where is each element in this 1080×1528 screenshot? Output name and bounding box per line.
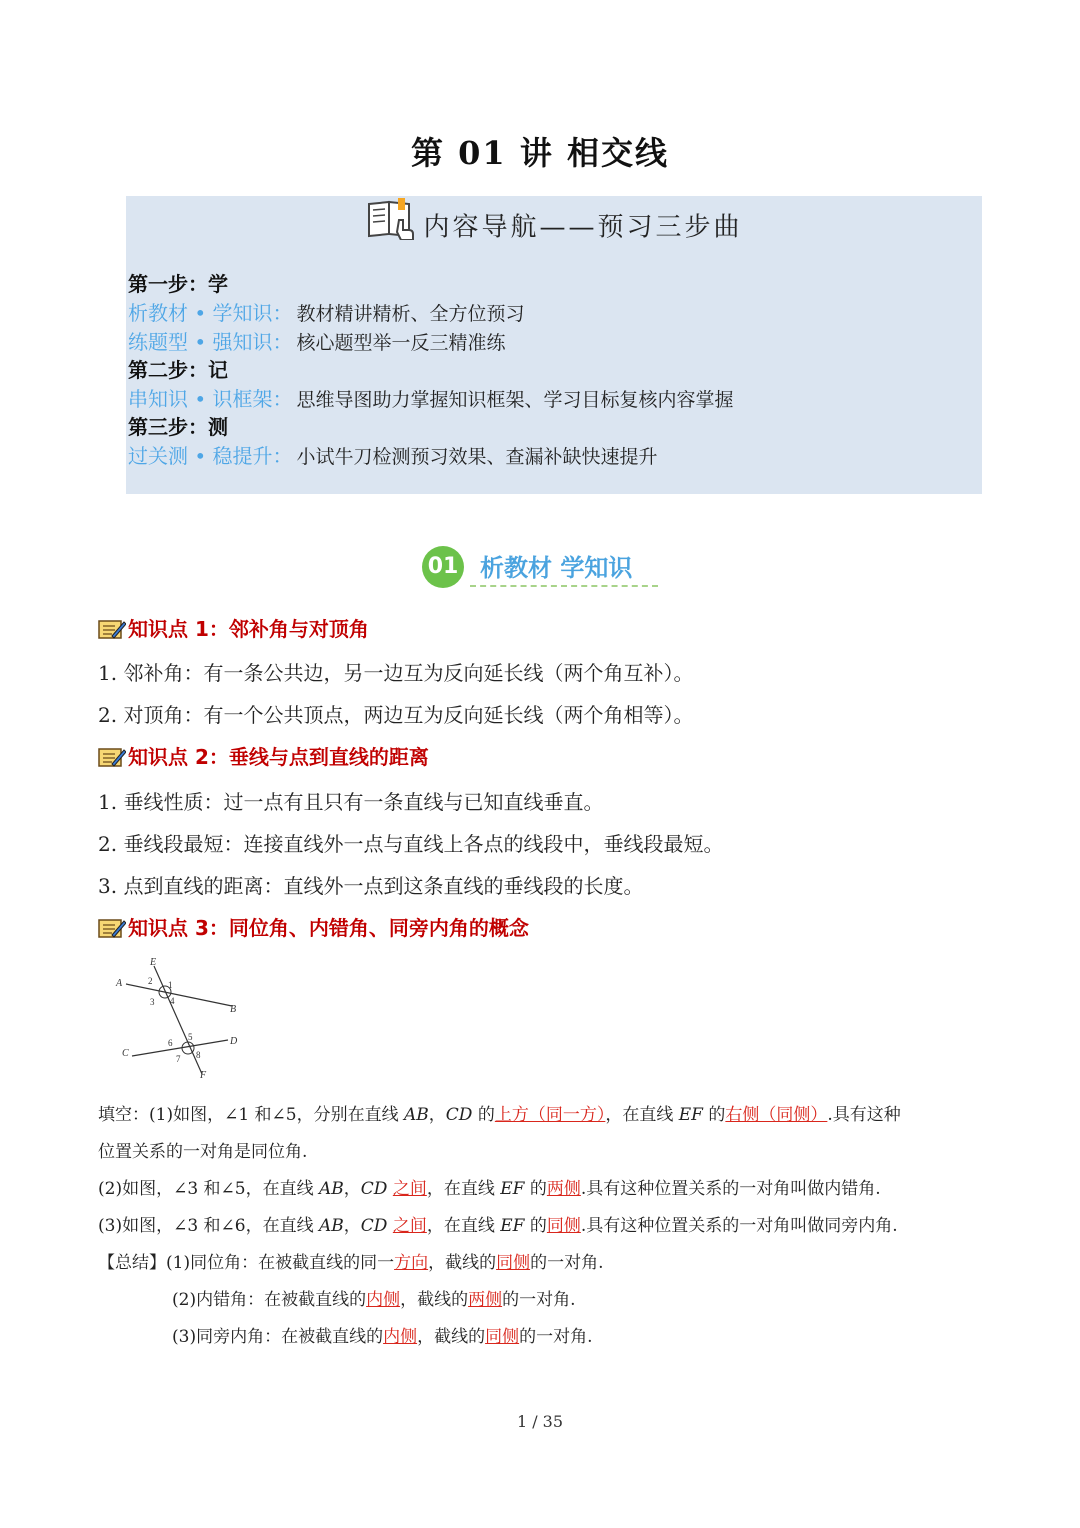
section-underline <box>470 585 658 587</box>
fill-line-1 <box>98 1100 901 1125</box>
kp1-paragraph-2: 2. 对顶角：有一个公共顶点，两边互为反向延长线（两个角相等）。 <box>98 703 694 727</box>
notebook-pencil-icon <box>98 746 126 773</box>
line-name: CD <box>360 1216 388 1236</box>
text: 【总结】(1)同位角：在被截直线的同一 <box>98 1253 395 1273</box>
notebook-pencil-icon <box>98 618 126 645</box>
content-navigation-box <box>126 196 982 494</box>
nav-item-2 <box>128 326 506 355</box>
answer-blank: 方向 <box>394 1253 429 1273</box>
text: .具有这种 <box>827 1105 901 1125</box>
answer-blank: 上方（同一方） <box>494 1105 606 1125</box>
text: 的一对角. <box>519 1327 593 1347</box>
answer-blank: 同侧 <box>485 1327 520 1347</box>
line-name: EF <box>500 1179 525 1199</box>
label-a: A <box>116 978 123 989</box>
nav-item-1-title: 析教材 • 学知识： <box>128 301 293 325</box>
text: ，截线的 <box>428 1253 497 1273</box>
kp1-paragraph-1: 1. 邻补角：有一条公共边，另一边互为反向延长线（两个角互补）。 <box>98 661 694 685</box>
knowledge-point-1-heading <box>98 613 369 645</box>
text: ， <box>343 1179 361 1199</box>
nav-item-4-title: 过关测 • 稳提升： <box>128 444 293 468</box>
angle-label-6: 6 <box>168 1038 173 1048</box>
text: 的 <box>702 1105 726 1125</box>
text: 的 <box>524 1179 547 1199</box>
line-name: AB <box>404 1105 429 1125</box>
knowledge-point-2-title: 知识点 2：垂线与点到直线的距离 <box>128 745 429 769</box>
knowledge-point-2-heading <box>98 741 429 773</box>
text: .具有这种位置关系的一对角叫做同旁内角. <box>580 1216 898 1236</box>
page-title: 第 01 讲 相交线 <box>411 134 669 172</box>
summary-line-2 <box>172 1285 576 1310</box>
text: 的 <box>472 1105 495 1125</box>
notebook-pencil-icon <box>98 917 126 944</box>
nav-item-3 <box>128 383 734 412</box>
text: ， <box>343 1216 361 1236</box>
angle-label-3: 3 <box>150 997 155 1007</box>
section-badge <box>420 540 660 596</box>
nav-item-1-desc: 教材精讲精析、全方位预习 <box>296 303 525 325</box>
label-e: E <box>150 957 157 968</box>
label-d: D <box>230 1036 238 1047</box>
step-3: 第三步：测 <box>128 415 228 439</box>
step-1: 第一步：学 <box>128 272 228 296</box>
nav-item-2-desc: 核心题型举一反三精准练 <box>296 332 506 354</box>
kp2-paragraph-3: 3. 点到直线的距离：直线外一点到这条直线的垂线段的长度。 <box>98 874 644 898</box>
kp2-paragraph-2: 2. 垂线段最短：连接直线外一点与直线上各点的线段中，垂线段最短。 <box>98 832 724 856</box>
angle-label-4: 4 <box>170 996 175 1006</box>
nav-item-4-desc: 小试牛刀检测预习效果、查漏补缺快速提升 <box>296 446 658 468</box>
fill-line-4 <box>98 1211 898 1236</box>
text: (2)内错角：在被截直线的 <box>172 1290 367 1310</box>
step-2: 第二步：记 <box>128 358 228 382</box>
nav-item-3-desc: 思维导图助力掌握知识框架、学习目标复核内容掌握 <box>296 389 734 411</box>
answer-blank: 两侧 <box>546 1179 581 1199</box>
line-name: CD <box>445 1105 473 1125</box>
line-name: CD <box>360 1179 388 1199</box>
text: ，截线的 <box>400 1290 469 1310</box>
section-number: 01 <box>422 546 464 588</box>
nav-heading <box>126 196 982 254</box>
angle-label-1: 1 <box>168 980 173 990</box>
text: (3)同旁内角：在被截直线的 <box>172 1327 384 1347</box>
text: ，在直线 <box>426 1179 501 1199</box>
answer-blank: 之间 <box>392 1179 427 1199</box>
fill-line-3 <box>98 1174 881 1199</box>
line-name: AB <box>319 1216 344 1236</box>
summary-line-3 <box>172 1322 593 1347</box>
text: ，在直线 <box>605 1105 679 1125</box>
line-name: EF <box>500 1216 525 1236</box>
text: (3)如图，∠3 和∠6，在直线 <box>98 1216 320 1236</box>
nav-item-4 <box>128 440 658 469</box>
intersecting-lines-figure <box>110 952 250 1082</box>
line-ab <box>126 984 232 1006</box>
summary-line-1 <box>98 1248 604 1273</box>
nav-item-2-title: 练题型 • 强知识： <box>128 330 293 354</box>
label-c: C <box>122 1048 129 1059</box>
text: ，在直线 <box>426 1216 501 1236</box>
label-f: F <box>200 1070 207 1081</box>
section-label: 析教材 学知识 <box>480 554 633 582</box>
answer-blank: 右侧（同侧） <box>725 1105 828 1125</box>
text: ， <box>428 1105 446 1125</box>
angle-label-2: 2 <box>148 976 153 986</box>
text: (2)如图，∠3 和∠5，在直线 <box>98 1179 320 1199</box>
angle-label-8: 8 <box>196 1050 201 1060</box>
text: ，截线的 <box>417 1327 486 1347</box>
label-b: B <box>230 1004 237 1015</box>
answer-blank: 内侧 <box>383 1327 418 1347</box>
text: 填空：(1)如图，∠1 和∠5，分别在直线 <box>98 1105 405 1125</box>
nav-item-1 <box>128 297 525 326</box>
text: 的 <box>524 1216 547 1236</box>
angle-label-5: 5 <box>188 1032 193 1042</box>
answer-blank: 同侧 <box>496 1253 531 1273</box>
knowledge-point-1-title: 知识点 1：邻补角与对顶角 <box>128 617 369 641</box>
answer-blank: 同侧 <box>546 1216 581 1236</box>
kp2-paragraph-1: 1. 垂线性质：过一点有且只有一条直线与已知直线垂直。 <box>98 790 604 814</box>
text: 的一对角. <box>530 1253 604 1273</box>
knowledge-point-3-heading <box>98 912 529 944</box>
page-number: 1 / 35 <box>516 1412 564 1431</box>
line-name: AB <box>319 1179 344 1199</box>
text: .具有这种位置关系的一对角叫做内错角. <box>580 1179 881 1199</box>
angle-label-7: 7 <box>176 1054 181 1064</box>
answer-blank: 之间 <box>392 1216 427 1236</box>
line-name: EF <box>678 1105 703 1125</box>
answer-blank: 两侧 <box>468 1290 503 1310</box>
text: 的一对角. <box>502 1290 576 1310</box>
nav-item-3-title: 串知识 • 识框架： <box>128 387 293 411</box>
nav-heading-text: 内容导航——预习三步曲 <box>423 212 743 243</box>
knowledge-point-3-title: 知识点 3：同位角、内错角、同旁内角的概念 <box>128 916 529 940</box>
answer-blank: 内侧 <box>366 1290 401 1310</box>
fill-line-2: 位置关系的一对角是同位角. <box>98 1142 308 1162</box>
book-pointer-icon <box>365 196 419 261</box>
